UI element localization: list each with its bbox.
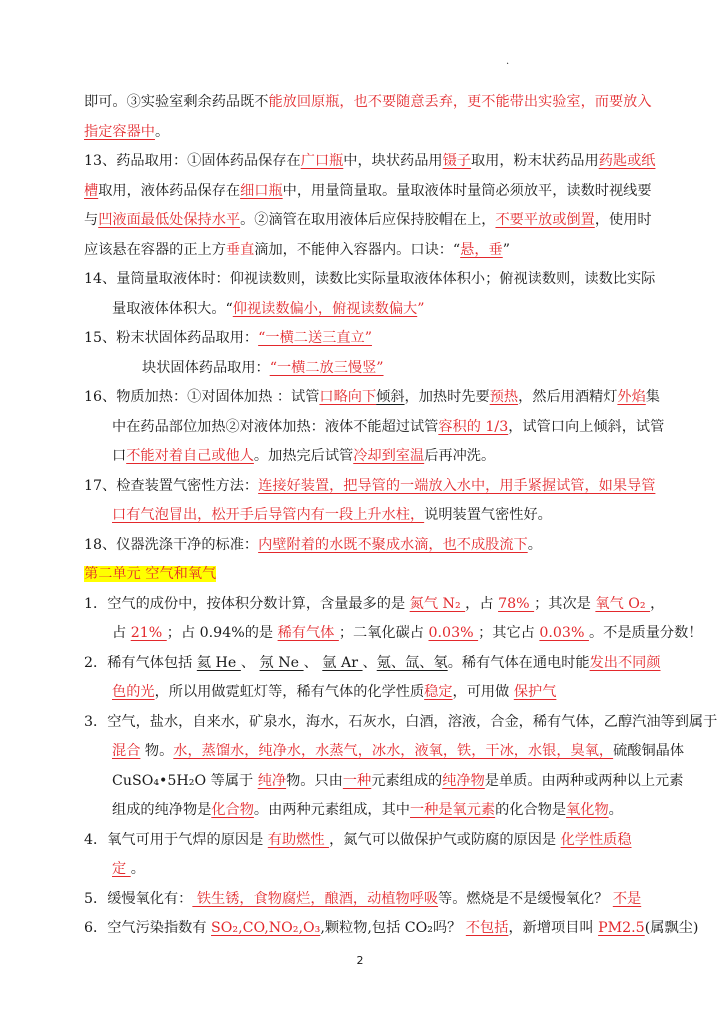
text-line	[84, 619, 703, 649]
line-text: 4．氧气可用于气焊的原因是	[84, 831, 268, 848]
answer-text: 口略向下	[319, 389, 377, 405]
text-line	[84, 265, 684, 295]
line-text: 物。只由	[286, 772, 343, 789]
line-text: ；占 0.94%的是	[166, 625, 278, 641]
line-text: 滴加，不能伸入容器内。口诀：“	[254, 241, 461, 258]
answer-text: 细口瓶	[240, 182, 283, 199]
line-text: 中在药品部位加热②对液体加热：液体不能超过试管	[112, 418, 439, 435]
line-text: 块状固体药品取用：	[142, 359, 270, 376]
text-line	[84, 590, 684, 620]
text-line	[84, 855, 684, 885]
line-text: 。加热完后试管	[253, 448, 354, 464]
line-text: 。②滴管在取用液体后应保持胶帽在上，	[240, 212, 496, 228]
line-text: 集	[645, 389, 660, 405]
line-text: 中，用量筒量取。量取液体时量筒必须放平，读数时视线要	[282, 182, 652, 199]
text-line	[84, 472, 684, 502]
document-body	[84, 88, 718, 944]
line-text: 氪、氙、氡	[376, 654, 448, 671]
line-text: ，使用时	[594, 212, 652, 228]
line-text: 量取液体体积大。“	[112, 300, 233, 317]
answer-text: 一种是氧元素	[409, 802, 496, 818]
answer-text: 仰视读数偏小，俯视读数偏大	[232, 300, 418, 317]
answer-text: 铁生锈，食物腐烂，酿酒，动植物呼吸	[192, 890, 439, 907]
answer-text: 冷却到室温	[353, 448, 425, 464]
line-text: ，新增项目叫	[508, 920, 599, 936]
line-text: 2．稀有气体包括	[84, 654, 197, 671]
text-line	[84, 649, 684, 679]
answer-text: 0.03%	[428, 625, 479, 641]
line-text: 应该悬在容器的正上方	[84, 241, 226, 258]
text-line	[84, 531, 684, 561]
line-text: 13、药品取用：①固体药品保存在	[84, 153, 301, 169]
text-line	[84, 767, 684, 797]
line-text: 的化合物是	[495, 802, 567, 818]
line-text: 。	[154, 123, 170, 140]
answer-text: 有助燃性	[267, 831, 330, 848]
answer-text: 水，蒸馏水，纯净水，水蒸气，冰水，液氧，铁，干冰，水银，臭氧，	[173, 743, 614, 759]
answer-text: 化合物	[211, 802, 254, 818]
line-text: ，氮气可以做保护气或防腐的原因是	[329, 831, 561, 848]
answer-text: 悬，垂	[460, 241, 503, 258]
line-text: 、	[240, 654, 260, 671]
answer-text: 保护气	[513, 684, 557, 700]
text-line	[84, 413, 684, 443]
line-text: ；其它占	[478, 625, 540, 641]
text-line	[84, 236, 684, 266]
answer-text: 广口瓶	[300, 153, 344, 169]
answer-text: 氧化物	[566, 802, 609, 818]
line-text: 。	[527, 536, 542, 553]
text-line	[84, 354, 684, 384]
line-text: 等。燃烧是不是缓慢氧化？	[438, 890, 613, 907]
text-line	[84, 442, 684, 472]
header-dot: .	[506, 56, 510, 67]
line-text: 占	[112, 625, 131, 641]
line-text: 6．空气污染指数有	[84, 920, 212, 936]
line-text: CuSO₄•5H₂O 等属于	[112, 772, 258, 789]
line-text: 1．空气的成份中，按体积分数计算，含量最多的是	[84, 595, 410, 612]
line-text: 倾斜	[376, 389, 405, 405]
text-line	[84, 206, 684, 236]
text-line	[84, 501, 684, 531]
text-line	[84, 914, 699, 944]
answer-text: 纯净物	[442, 772, 485, 789]
line-text: ，然后用酒精灯	[518, 389, 618, 405]
answer-text: 口有气泡冒出，松开手后导管内有一段上升水柱，	[112, 507, 425, 523]
text-line	[84, 118, 684, 148]
answer-text: PM2.5	[598, 920, 645, 936]
answer-text: “一横二送三直立”	[258, 330, 372, 346]
line-text: 物。	[140, 743, 174, 759]
text-line	[84, 147, 684, 177]
answer-text: ”	[417, 300, 425, 317]
answer-text: 镊子	[442, 153, 471, 169]
answer-text: 能放回原瓶，也不要随意丢弃，更不能带出实验室，而要放入	[268, 94, 652, 110]
line-text: 氦 He	[196, 654, 241, 671]
answer-text: 发出不同颜	[589, 654, 661, 671]
line-text: 3．空气，盐水，自来水，矿泉水，海水，石灰水，白酒，溶液，合金，稀有气体，乙醇汽油等到属于	[84, 713, 718, 730]
line-text: 取用，液体药品保存在	[98, 182, 241, 199]
line-text: 说明装置气密性好。	[424, 507, 552, 523]
line-text: 组成的纯净物是	[112, 802, 212, 818]
line-text: 口	[112, 448, 127, 464]
line-text: 。由两种元素组成，其中	[253, 802, 410, 818]
line-text: 氖 Ne	[259, 654, 304, 671]
text-line	[84, 324, 684, 354]
line-text: 氩 Ar	[322, 654, 363, 671]
answer-text: 一种	[342, 772, 372, 789]
line-text: ，试管口向上倾斜，试管	[508, 418, 665, 435]
line-text: ，	[650, 595, 665, 612]
line-text: 元素组成的	[371, 772, 443, 789]
line-text: 。不是质量分数！	[588, 625, 703, 641]
line-text: ”	[502, 241, 511, 258]
line-text: 17、检查装置气密性方法：	[84, 477, 259, 494]
answer-text: 色的光	[112, 684, 155, 700]
answer-text: 容积的 1/3	[438, 418, 509, 435]
text-line	[84, 796, 684, 826]
answer-text: SO₂,CO,NO₂,O₃	[211, 920, 321, 936]
answer-text: 垂直	[225, 241, 255, 258]
answer-text: 不包括	[465, 920, 509, 936]
answer-text: 定	[112, 861, 131, 877]
answer-text: 稳定	[424, 684, 453, 700]
answer-text: 指定容器中	[84, 123, 155, 140]
line-text: 即可。③实验室剩余药品既不	[84, 94, 269, 110]
answer-text: 混合	[112, 743, 141, 759]
line-text: 。	[130, 861, 145, 877]
line-text: 16、物质加热：①对固体加热 ：试管	[84, 389, 320, 405]
line-text: ，加热时先要	[404, 389, 490, 405]
answer-text: 预热	[489, 389, 519, 405]
answer-text: 氧气 O₂	[595, 595, 651, 612]
answer-text: 0.03%	[539, 625, 589, 641]
line-text: 15、粉末状固体药品取用：	[84, 330, 259, 346]
text-line	[84, 708, 718, 738]
line-text: ,颗粒物,包括 CO₂吗？	[320, 920, 466, 936]
answer-text: 氮气 N₂	[409, 595, 466, 612]
answer-text: 化学性质稳	[560, 831, 632, 848]
answer-text: 外焰	[617, 389, 646, 405]
text-line	[84, 885, 684, 915]
answer-text: 不是	[612, 890, 642, 907]
line-text: 硫酸铜晶体	[613, 743, 685, 759]
answer-text: 连接好装置，把导管的一端放入水中，用手紧握试管，如果导管	[258, 477, 656, 494]
text-line	[84, 560, 684, 590]
answer-text: 凹液面最低处保持水平	[98, 212, 241, 228]
answer-text: 不能对着自己或他人	[126, 448, 254, 464]
line-text: 取用，粉末状药品用	[470, 153, 599, 169]
answer-text: 槽	[84, 182, 99, 199]
answer-text: “一横二放三慢竖”	[269, 359, 384, 376]
text-line	[84, 737, 684, 767]
line-text: ，所以用做霓虹灯等，稀有气体的化学性质	[154, 684, 425, 700]
answer-text: 不要平放或倒置	[495, 212, 595, 228]
line-text: ；其次是	[534, 595, 596, 612]
line-text: 、	[303, 654, 323, 671]
line-text: 5．缓慢氧化有：	[84, 890, 193, 907]
answer-text: 78%	[498, 595, 535, 612]
line-text: 。	[608, 802, 623, 818]
line-text: 14、量筒量取液体时：仰视读数则，读数比实际量取液体体积小；俯视读数则，读数比实际	[84, 271, 656, 287]
line-text: 是单质。由两种或两种以上元素	[484, 772, 684, 789]
answer-text: 纯净	[257, 772, 287, 789]
text-line	[84, 295, 684, 325]
line-text: 18、仪器洗涤干净的标准：	[84, 536, 259, 553]
line-text: 。稀有气体在通电时能	[447, 654, 590, 671]
answer-text: 21%	[130, 625, 167, 641]
text-line	[84, 88, 684, 118]
line-text: 与	[84, 212, 99, 228]
text-line	[84, 383, 684, 413]
line-text: ，占	[465, 595, 499, 612]
section-heading: 第二单元 空气和氧气	[84, 566, 217, 582]
line-text: 、	[362, 654, 377, 671]
answer-text: 药匙或纸	[598, 153, 656, 169]
text-line	[84, 826, 684, 856]
answer-text: 内壁附着的水既不聚成水滴，也不成股流下	[258, 536, 528, 553]
line-text: 后再冲洗。	[424, 448, 496, 464]
answer-text: 稀有气体	[277, 625, 339, 641]
line-text: ，可用做	[452, 684, 514, 700]
line-text: 中，块状药品用	[343, 153, 443, 169]
line-text: ；二氧化碳占	[338, 625, 429, 641]
line-text: (属飘尘)	[644, 920, 699, 936]
page-number: 2	[356, 954, 364, 967]
text-line	[84, 678, 684, 708]
text-line	[84, 177, 684, 207]
